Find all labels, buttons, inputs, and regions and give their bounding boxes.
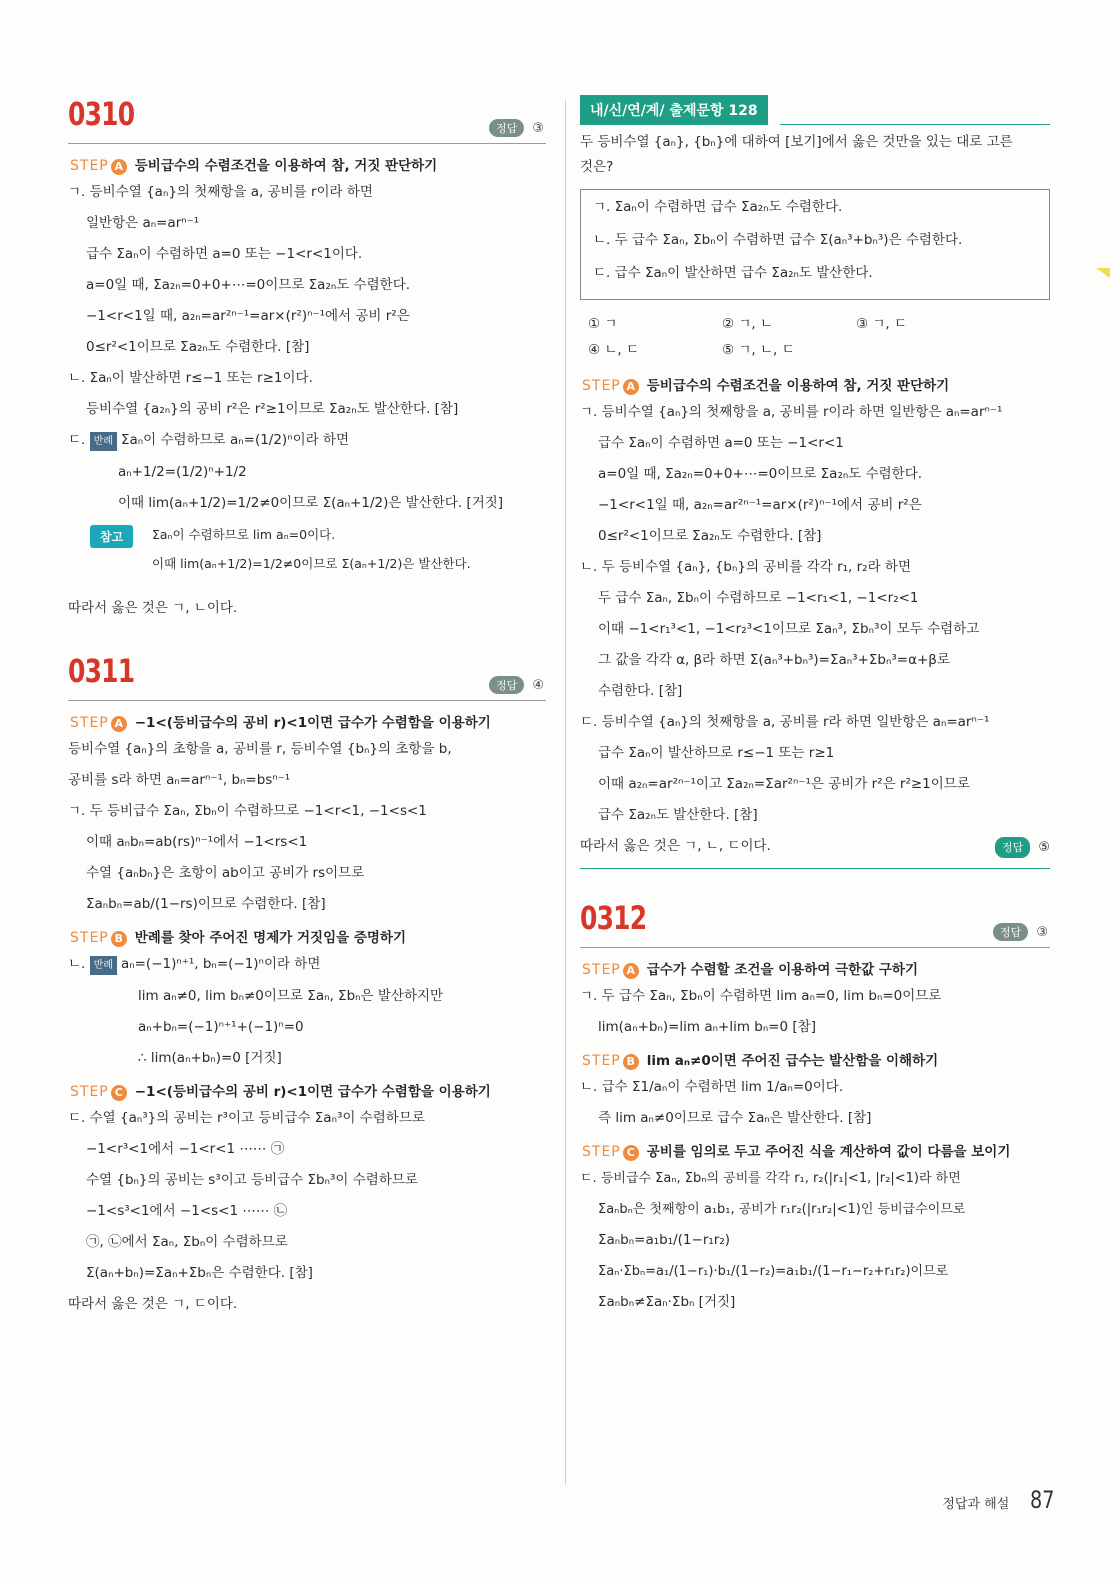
step-letter: A: [623, 379, 639, 395]
item-label: ㄴ.: [68, 956, 86, 972]
column-divider: [565, 100, 566, 1485]
solution-line: a=0일 때, Σa₂ₙ=0+0+⋯=0이므로 Σa₂ₙ도 수렴한다.: [598, 466, 923, 482]
question-text: 두 등비수열 {aₙ}, {bₙ}에 대하여 [보기]에서 옳은 것만을 있는 대로 고른: [580, 134, 1013, 150]
answer-value: ⑤: [1038, 840, 1050, 855]
solution-line: lim aₙ≠0, lim bₙ≠0이므로 Σaₙ, Σbₙ은 발산하지만: [138, 988, 444, 1004]
solution-line: ㄱ. 두 급수 Σaₙ, Σbₙ이 수렴하면 lim aₙ=0, lim bₙ=0이므로: [580, 988, 942, 1004]
page-number: 87: [1030, 1486, 1055, 1514]
item-label: ㄷ.: [68, 432, 86, 448]
solution-line: aₙ+1/2=(1/2)ⁿ+1/2: [118, 464, 247, 480]
example-item: ㄴ. 두 급수 Σaₙ, Σbₙ이 수렴하면 급수 Σ(aₙ³+bₙ³)은 수렴한다.: [593, 232, 963, 248]
solution-line: 급수 Σaₙ이 수렴하면 a=0 또는 −1<r<1이다.: [86, 246, 363, 262]
solution-line: Σaₙbₙ=ab/(1−rs)이므로 수렴한다. [참]: [86, 896, 326, 912]
step-a-heading: STEP A 등비급수의 수렴조건을 이용하여 참, 거짓 판단하기: [70, 158, 438, 174]
solution-line: 수열 {aₙbₙ}은 초항이 ab이고 공비가 rs이므로: [86, 865, 365, 881]
problem-header: [580, 899, 1050, 948]
conclusion: 따라서 옳은 것은 ㄱ, ㄴ이다.: [68, 600, 238, 616]
section-end-rule: [580, 868, 1050, 869]
solution-line: Σaₙ·Σbₙ=a₁/(1−r₁)·b₁/(1−r₂)=a₁b₁/(1−r₁−r₂+r₁r₂)이므로: [598, 1264, 949, 1279]
solution-line: 이때 −1<r₁³<1, −1<r₂³<1이므로 Σaₙ³, Σbₙ³이 모두 수렴하고: [598, 621, 980, 637]
choice-2: ② ㄱ, ㄴ: [722, 316, 774, 332]
solution-line: ㄷ. 등비급수 Σaₙ, Σbₙ의 공비를 각각 r₁, r₂(|r₁|<1, |r₂|<1)라 하면: [580, 1171, 961, 1186]
problem-header: [68, 652, 546, 701]
solution-line: ㄴ. Σaₙ이 발산하면 r≤−1 또는 r≥1이다.: [68, 370, 313, 386]
answer-marker: [993, 923, 1048, 941]
solution-line: 이때 a₂ₙ=ar²ⁿ⁻¹이고 Σa₂ₙ=Σar²ⁿ⁻¹은 공비가 r²은 r²≥1이므로: [598, 776, 970, 792]
example-item: ㄱ. Σaₙ이 수렴하면 급수 Σa₂ₙ도 수렴한다.: [593, 199, 843, 215]
solution-line: Σaₙbₙ≠Σaₙ·Σbₙ [거짓]: [598, 1294, 736, 1310]
step-title: 반례를 찾아 주어진 명제가 거짓임을 증명하기: [134, 930, 407, 946]
counterexample-tag: 반례: [90, 432, 117, 451]
step-title: −1<(등비급수의 공비 r)<1이면 급수가 수렴함을 이용하기: [134, 1084, 491, 1100]
step-letter: C: [623, 1145, 639, 1161]
answer-marker: [995, 837, 1050, 858]
answer-value: ④: [532, 678, 544, 693]
example-item: ㄷ. 급수 Σaₙ이 발산하면 급수 Σa₂ₙ도 발산한다.: [593, 265, 873, 281]
solution-line: 급수 Σa₂ₙ도 발산한다. [참]: [598, 807, 758, 823]
step-letter: B: [623, 1054, 639, 1070]
answer-choices: [588, 312, 1050, 358]
answer-marker: [489, 119, 544, 137]
answer-marker: [489, 676, 544, 694]
counterexample-line: [68, 431, 546, 451]
solution-line: Σaₙbₙ은 첫째항이 a₁b₁, 공비가 r₁r₂(|r₁r₂|<1)인 등비급수이므로: [598, 1202, 966, 1217]
choice-3: ③ ㄱ, ㄷ: [856, 316, 908, 332]
solution-line: ㄱ. 등비수열 {aₙ}의 첫째항을 a, 공비를 r이라 하면 일반항은 aₙ=arⁿ⁻¹: [580, 404, 1003, 420]
solution-line: 즉 lim aₙ≠0이므로 급수 Σaₙ은 발산한다. [참]: [598, 1110, 872, 1126]
step-letter: A: [111, 716, 127, 732]
solution-line: 0≤r²<1이므로 Σa₂ₙ도 수렴한다. [참]: [86, 339, 310, 355]
counterexample-line: [68, 955, 546, 975]
step-letter: A: [111, 159, 127, 175]
solution-line: 공비를 s라 하면 aₙ=arⁿ⁻¹, bₙ=bsⁿ⁻¹: [68, 772, 291, 788]
solution-line: ㄴ. 급수 Σ1/aₙ이 수렴하면 lim 1/aₙ=0이다.: [580, 1079, 844, 1095]
step-a-heading: STEP A 급수가 수렴할 조건을 이용하여 극한값 구하기: [582, 962, 919, 978]
problem-0311: [68, 652, 546, 1314]
solution-line: 두 급수 Σaₙ, Σbₙ이 수렴하므로 −1<r₁<1, −1<r₂<1: [598, 590, 919, 606]
right-column: [580, 95, 1050, 1324]
step-b-heading: STEP B lim aₙ≠0이면 주어진 급수는 발산함을 이해하기: [582, 1053, 939, 1069]
step-a-heading: STEP A 등비급수의 수렴조건을 이용하여 참, 거짓 판단하기: [582, 378, 950, 394]
solution-line: lim(aₙ+bₙ)=lim aₙ+lim bₙ=0 [참]: [598, 1019, 816, 1035]
solution-line: −1<r³<1에서 −1<r<1 ⋯⋯ ㉠: [86, 1141, 285, 1157]
answer-badge: 정답: [489, 676, 524, 694]
left-column: [68, 95, 546, 1326]
solution-line: 급수 Σaₙ이 발산하므로 r≤−1 또는 r≥1: [598, 745, 835, 761]
choice-1: ① ㄱ: [588, 316, 618, 332]
conclusion: 따라서 옳은 것은 ㄱ, ㄷ이다.: [68, 1296, 238, 1312]
answer-value: ③: [532, 121, 544, 136]
solution-line: −1<r<1일 때, a₂ₙ=ar²ⁿ⁻¹=ar×(r²)ⁿ⁻¹에서 공비 r²은: [86, 308, 410, 324]
problem-0310: [68, 95, 546, 618]
conclusion: 따라서 옳은 것은 ㄱ, ㄴ, ㄷ이다.: [580, 838, 771, 854]
problem-number: 0310: [68, 95, 135, 133]
step-letter: C: [111, 1085, 127, 1101]
solution-line: 수열 {bₙ}의 공비는 s³이고 등비급수 Σbₙ³이 수렴하므로: [86, 1172, 418, 1188]
step-a-heading: STEP A −1<(등비급수의 공비 r)<1이면 급수가 수렴함을 이용하기: [70, 715, 491, 731]
reference-line: 이때 lim(aₙ+1/2)=1/2≠0이므로 Σ(aₙ+1/2)은 발산한다.: [152, 556, 471, 571]
solution-line: ㄷ. 수열 {aₙ³}의 공비는 r³이고 등비급수 Σaₙ³이 수렴하므로: [68, 1110, 425, 1126]
solution-line: 수렴한다. [참]: [598, 683, 683, 699]
reference-line: Σaₙ이 수렴하므로 lim aₙ=0이다.: [152, 527, 336, 542]
solution-line: ㄱ. 등비수열 {aₙ}의 첫째항을 a, 공비를 r이라 하면: [68, 184, 373, 200]
answer-badge: 정답: [995, 837, 1030, 858]
solution-line: 이때 lim(aₙ+1/2)=1/2≠0이므로 Σ(aₙ+1/2)은 발산한다. [거짓]: [118, 495, 504, 511]
solution-line: Σ(aₙ+bₙ)=Σaₙ+Σbₙ은 수렴한다. [참]: [86, 1265, 313, 1281]
solution-line: −1<s³<1에서 −1<s<1 ⋯⋯ ㉡: [86, 1203, 288, 1219]
solution-text: aₙ=(−1)ⁿ⁺¹, bₙ=(−1)ⁿ이라 하면: [120, 956, 321, 972]
step-title: 급수가 수렴할 조건을 이용하여 극한값 구하기: [646, 962, 919, 978]
page-footer: [942, 1486, 1058, 1514]
solution-line: ㉠, ㉡에서 Σaₙ, Σbₙ이 수렴하므로: [86, 1234, 288, 1250]
step-letter: B: [111, 931, 127, 947]
solution-line: 0≤r²<1이므로 Σa₂ₙ도 수렴한다. [참]: [598, 528, 822, 544]
step-title: 공비를 임의로 두고 주어진 식을 계산하여 값이 다름을 보이기: [646, 1144, 1011, 1160]
solution-line: ㄷ. 등비수열 {aₙ}의 첫째항을 a, 공비를 r라 하면 일반항은 aₙ=arⁿ⁻¹: [580, 714, 990, 730]
step-letter: A: [623, 963, 639, 979]
choice-5: ⑤ ㄱ, ㄴ, ㄷ: [722, 342, 795, 358]
reference-tag: 참고: [90, 525, 133, 548]
solution-line: 이때 aₙbₙ=ab(rs)ⁿ⁻¹에서 −1<rs<1: [86, 834, 308, 850]
solution-line: aₙ+bₙ=(−1)ⁿ⁺¹+(−1)ⁿ=0: [138, 1019, 304, 1035]
solution-line: 급수 Σaₙ이 수렴하면 a=0 또는 −1<r<1: [598, 435, 844, 451]
answer-badge: 정답: [489, 119, 524, 137]
step-title: lim aₙ≠0이면 주어진 급수는 발산함을 이해하기: [646, 1053, 939, 1069]
step-c-heading: STEP C 공비를 임의로 두고 주어진 식을 계산하여 값이 다름을 보이기: [582, 1144, 1011, 1160]
linked-question-128: [580, 95, 1050, 869]
solution-line: Σaₙbₙ=a₁b₁/(1−r₁r₂): [598, 1232, 731, 1248]
solution-line: 그 값을 각각 α, β라 하면 Σ(aₙ³+bₙ³)=Σaₙ³+Σbₙ³=α+β로: [598, 652, 950, 668]
solution-line: 등비수열 {a₂ₙ}의 공비 r²은 r²≥1이므로 Σa₂ₙ도 발산한다. [참]: [86, 401, 459, 417]
step-title: 등비급수의 수렴조건을 이용하여 참, 거짓 판단하기: [646, 378, 950, 394]
step-title: −1<(등비급수의 공비 r)<1이면 급수가 수렴함을 이용하기: [134, 715, 491, 731]
problem-number: 0312: [580, 899, 647, 937]
solution-line: 일반항은 aₙ=arⁿ⁻¹: [86, 215, 200, 231]
solution-line: ∴ lim(aₙ+bₙ)=0 [거짓]: [138, 1050, 282, 1066]
answer-value: ③: [1036, 925, 1048, 940]
banner-rule: [780, 124, 1050, 125]
solution-line: a=0일 때, Σa₂ₙ=0+0+⋯=0이므로 Σa₂ₙ도 수렴한다.: [86, 277, 411, 293]
solution-line: −1<r<1일 때, a₂ₙ=ar²ⁿ⁻¹=ar×(r²)ⁿ⁻¹에서 공비 r²은: [598, 497, 922, 513]
problem-number: 0311: [68, 652, 135, 690]
solution-line: 등비수열 {aₙ}의 초항을 a, 공비를 r, 등비수열 {bₙ}의 초항을 b,: [68, 741, 452, 757]
step-title: 등비급수의 수렴조건을 이용하여 참, 거짓 판단하기: [134, 158, 438, 174]
counterexample-tag: 반례: [90, 956, 117, 975]
conclusion-row: [580, 837, 1050, 856]
solution-line: ㄴ. 두 등비수열 {aₙ}, {bₙ}의 공비를 각각 r₁, r₂라 하면: [580, 559, 911, 575]
examples-box: [580, 189, 1050, 300]
solution-text: Σaₙ이 수렴하므로 aₙ=(1/2)ⁿ이라 하면: [120, 432, 350, 448]
linked-question-banner: 내/신/연/계/ 출제문항 128: [580, 95, 768, 125]
step-b-heading: STEP B 반례를 찾아 주어진 명제가 거짓임을 증명하기: [70, 930, 407, 946]
choice-4: ④ ㄴ, ㄷ: [588, 342, 640, 358]
page-corner-marker: [1096, 268, 1110, 278]
answer-badge: 정답: [993, 923, 1028, 941]
solution-line: ㄱ. 두 등비급수 Σaₙ, Σbₙ이 수렴하므로 −1<r<1, −1<s<1: [68, 803, 427, 819]
step-c-heading: STEP C −1<(등비급수의 공비 r)<1이면 급수가 수렴함을 이용하기: [70, 1084, 491, 1100]
problem-0312: [580, 899, 1050, 1312]
reference-note: [90, 525, 546, 587]
footer-label: 정답과 해설: [942, 1497, 1010, 1512]
question-text: 것은?: [580, 159, 614, 175]
problem-header: [68, 95, 546, 144]
